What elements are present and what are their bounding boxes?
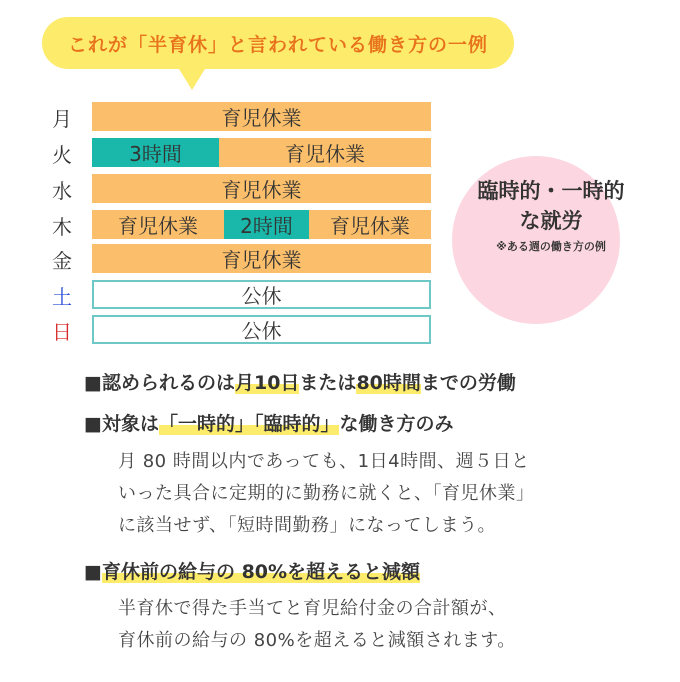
row-wed [92,174,431,203]
badge-line1: 臨時的・一時的 [477,179,625,203]
paragraph-1-line-3: に該当せず、「短時間勤務」になってしまう。 [118,515,497,536]
day-label: 日 [52,320,72,344]
day-label: 火 [52,143,72,167]
point-3-prefix: ■ [84,561,102,583]
day-label: 金 [52,249,72,273]
paragraph-2-line-1: 半育休で得た手当てと育児給付金の合計額が、 [118,598,507,619]
cell-holiday: 公休 [92,315,431,344]
row-fri [92,244,431,273]
day-label: 木 [52,215,72,239]
point-3 [84,557,420,584]
row-mon [92,102,431,131]
cell-childcare-leave: 育児休業 [219,138,431,167]
paragraph-1-line-2: いった具合に定期的に勤務に就くと、「育児休業」 [118,483,535,504]
point-1-suffix: までの労働 [420,372,516,394]
cell-childcare-leave: 育児休業 [92,102,431,131]
paragraph-1 [118,446,535,542]
badge-note: ※ある週の働き方の例 [496,240,606,253]
point-2-suffix: な働き方のみ [339,413,454,435]
paragraph-2 [118,593,516,657]
day-label: 土 [52,285,72,309]
title-text: これが「半育休」と言われている働き方の一例 [67,33,488,56]
paragraph-1-line-1: 月 80 時間以内であっても、1日4時間、週５日と [118,451,530,472]
point-1-mid2: または [299,372,357,394]
cell-holiday: 公休 [92,280,431,309]
cell-childcare-leave: 育児休業 [92,210,224,239]
row-sun [92,315,431,344]
day-label: 水 [52,179,72,203]
cell-childcare-leave: 育児休業 [92,244,431,273]
row-tue [92,138,431,167]
point-2-highlight-temporary: 「一時的」 [158,413,254,435]
point-1 [84,368,516,395]
bubble-tail [176,64,208,90]
point-1-prefix: ■認めら [84,372,159,394]
row-sat [92,280,431,309]
cell-work-hours: 3時間 [92,138,219,167]
point-2-prefix: ■対象は [84,413,159,435]
point-1-mid: れるのは [158,372,235,394]
row-thu [92,210,431,239]
title-bubble [42,17,514,69]
cell-work-hours: 2時間 [224,210,309,239]
badge-line2: な就労 [519,209,583,233]
point-3-highlight: 育休前の給与の 80%を超えると減額 [101,561,421,583]
cell-childcare-leave: 育児休業 [92,174,431,203]
badge-text [452,176,650,254]
cell-childcare-leave: 育児休業 [309,210,431,239]
point-2-highlight-occasional: 「臨時的」 [253,413,340,435]
day-label: 月 [52,107,72,131]
point-2 [84,409,454,436]
paragraph-2-line-2: 育休前の給与の 80%を超えると減額されます。 [118,630,516,651]
point-1-highlight-days: 月10日 [234,372,300,394]
point-1-highlight-hours: 80時間 [356,372,421,394]
